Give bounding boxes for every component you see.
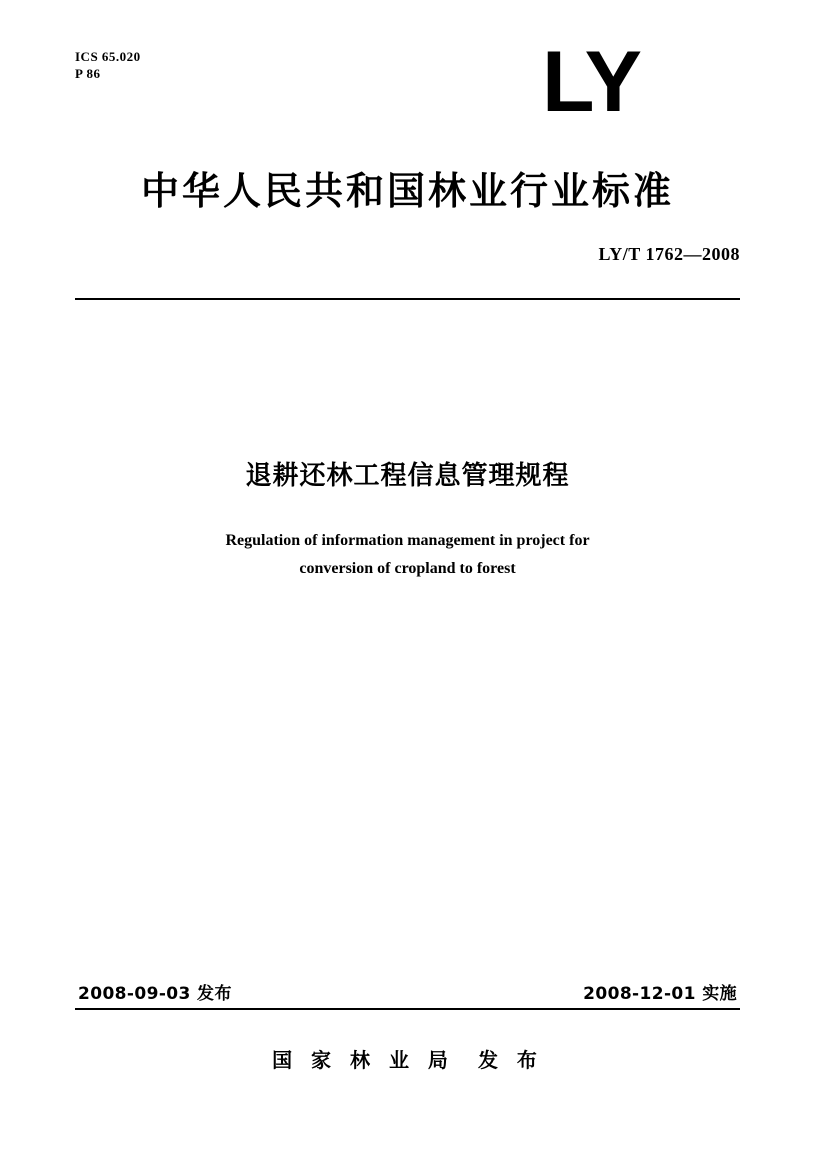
- ics-classification-block: [75, 48, 141, 82]
- publisher-action: 发 布: [477, 1048, 543, 1072]
- document-title-english-line2: conversion of cropland to forest: [299, 560, 516, 577]
- document-title-chinese: 退耕还林工程信息管理规程: [245, 461, 570, 491]
- document-title-english-line1: Regulation of information management in project for: [225, 532, 590, 549]
- ly-logo: LY: [542, 34, 640, 130]
- publisher-name: 国 家 林 业 局: [272, 1048, 454, 1072]
- publisher-line: [0, 1044, 815, 1073]
- document-title-english: [160, 527, 655, 583]
- header-divider: [75, 298, 740, 300]
- classification-code: P 86: [75, 66, 101, 81]
- issuer-standard-title: 中华人民共和国林业行业标准: [140, 169, 674, 213]
- footer-divider: [75, 1008, 740, 1010]
- cover-header: [75, 34, 740, 158]
- standard-number: LY/T 1762—2008: [598, 244, 740, 264]
- ics-code: ICS 65.020: [75, 49, 141, 64]
- issue-date: 2008-09-03 发布: [78, 984, 232, 1004]
- effective-date: 2008-12-01 实施: [583, 984, 737, 1004]
